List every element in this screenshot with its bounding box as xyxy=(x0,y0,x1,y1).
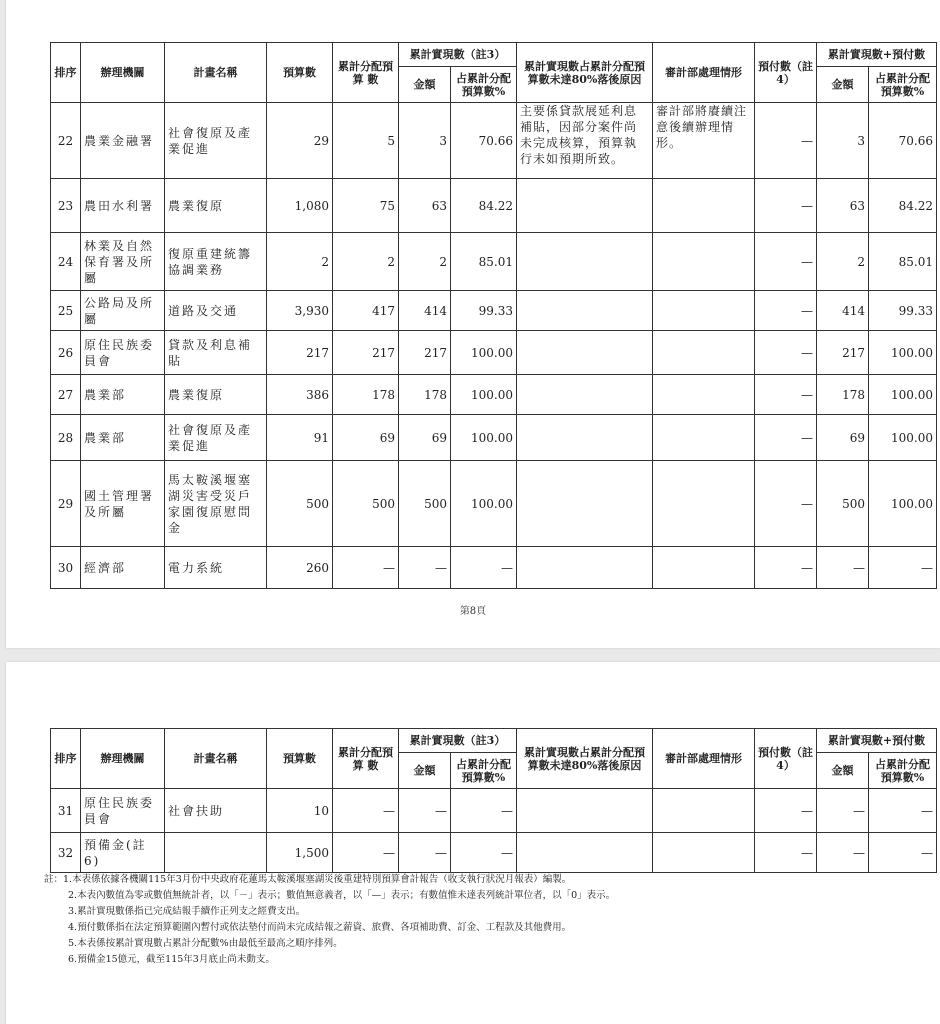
cell-prepay: — xyxy=(755,547,817,589)
cell-audit xyxy=(653,179,755,233)
cell-alloc: 417 xyxy=(333,291,399,331)
footnote-line: 6.預備金15億元，截至115年3月底止尚未動支。 xyxy=(68,954,275,965)
cell-prepay: — xyxy=(755,233,817,291)
cell-actual-pct: 100.00 xyxy=(451,375,517,415)
header-total-group: 累計實現數+預付數 xyxy=(817,729,937,753)
page-number: 第8頁 xyxy=(459,606,487,617)
cell-budget: 91 xyxy=(267,415,333,461)
cell-plan: 馬太鞍溪堰塞湖災害受災戶家園復原慰問金 xyxy=(165,461,267,547)
header-reason: 累計實現數占累計分配預算數未達80%落後原因 xyxy=(517,43,653,103)
header-actual-pct: 占累計分配預算數% xyxy=(451,753,517,789)
cell-total-amount: 500 xyxy=(817,461,869,547)
header-alloc: 累計分配預 算 數 xyxy=(333,729,399,789)
cell-reason: 主要係貸款展延利息補貼，因部分案件尚未完成核算，預算執行未如預期所致。 xyxy=(517,103,653,179)
cell-agency: 農業部 xyxy=(81,375,165,415)
cell-total-amount: 63 xyxy=(817,179,869,233)
cell-actual-pct: 84.22 xyxy=(451,179,517,233)
cell-budget: 500 xyxy=(267,461,333,547)
header-reason: 累計實現數占累計分配預算數未達80%落後原因 xyxy=(517,729,653,789)
header-actual-group: 累計實現數（註3） xyxy=(399,729,517,753)
cell-prepay: — xyxy=(755,103,817,179)
cell-seq: 29 xyxy=(51,461,81,547)
cell-audit xyxy=(653,789,755,833)
cell-seq: 26 xyxy=(51,331,81,375)
cell-plan: 社會復原及產業促進 xyxy=(165,103,267,179)
cell-actual-amount: — xyxy=(399,833,451,873)
cell-total-pct: 99.33 xyxy=(869,291,937,331)
header-seq: 排序 xyxy=(51,43,81,103)
cell-seq: 27 xyxy=(51,375,81,415)
cell-total-amount: 414 xyxy=(817,291,869,331)
cell-total-pct: — xyxy=(869,789,937,833)
cell-audit xyxy=(653,375,755,415)
cell-alloc: 2 xyxy=(333,233,399,291)
cell-prepay: — xyxy=(755,291,817,331)
cell-prepay: — xyxy=(755,789,817,833)
table-row xyxy=(51,375,937,415)
cell-audit xyxy=(653,331,755,375)
table-row xyxy=(51,331,937,375)
table-row xyxy=(51,547,937,589)
cell-agency: 農田水利署 xyxy=(81,179,165,233)
table-row xyxy=(51,291,937,331)
cell-reason xyxy=(517,833,653,873)
header-actual-pct: 占累計分配預算數% xyxy=(451,67,517,103)
cell-total-pct: 85.01 xyxy=(869,233,937,291)
cell-total-amount: — xyxy=(817,789,869,833)
cell-total-amount: 2 xyxy=(817,233,869,291)
cell-actual-pct: 85.01 xyxy=(451,233,517,291)
cell-seq: 24 xyxy=(51,233,81,291)
report-page-9 xyxy=(6,662,940,1024)
header-total-amount: 金額 xyxy=(817,753,869,789)
cell-actual-pct: 100.00 xyxy=(451,461,517,547)
cell-actual-amount: 63 xyxy=(399,179,451,233)
cell-plan: 道路及交通 xyxy=(165,291,267,331)
cell-alloc: 178 xyxy=(333,375,399,415)
cell-seq: 25 xyxy=(51,291,81,331)
cell-budget: 1,080 xyxy=(267,179,333,233)
cell-seq: 23 xyxy=(51,179,81,233)
table-row xyxy=(51,103,937,179)
header-actual-group: 累計實現數（註3） xyxy=(399,43,517,67)
cell-reason xyxy=(517,415,653,461)
cell-reason xyxy=(517,375,653,415)
cell-audit xyxy=(653,547,755,589)
header-agency: 辦理機關 xyxy=(81,729,165,789)
table-row xyxy=(51,833,937,873)
cell-prepay: — xyxy=(755,375,817,415)
header-total-pct: 占累計分配預算數% xyxy=(869,753,937,789)
cell-total-amount: — xyxy=(817,833,869,873)
cell-plan: 復原重建統籌協調業務 xyxy=(165,233,267,291)
cell-budget: 3,930 xyxy=(267,291,333,331)
cell-actual-pct: 100.00 xyxy=(451,331,517,375)
cell-seq: 31 xyxy=(51,789,81,833)
cell-budget: 386 xyxy=(267,375,333,415)
cell-audit xyxy=(653,833,755,873)
cell-total-amount: 69 xyxy=(817,415,869,461)
cell-audit xyxy=(653,461,755,547)
cell-actual-pct: — xyxy=(451,833,517,873)
cell-audit xyxy=(653,233,755,291)
cell-agency: 預備金(註6) xyxy=(81,833,165,873)
cell-prepay: — xyxy=(755,461,817,547)
cell-plan: 貸款及利息補貼 xyxy=(165,331,267,375)
cell-total-amount: 3 xyxy=(817,103,869,179)
cell-total-pct: 100.00 xyxy=(869,331,937,375)
cell-plan xyxy=(165,833,267,873)
cell-total-pct: 70.66 xyxy=(869,103,937,179)
cell-audit: 審計部將賡續注意後續辦理情形。 xyxy=(653,103,755,179)
report-page-8 xyxy=(6,0,940,648)
cell-actual-amount: — xyxy=(399,547,451,589)
header-budget: 預算數 xyxy=(267,729,333,789)
header-plan: 計畫名稱 xyxy=(165,729,267,789)
cell-reason xyxy=(517,233,653,291)
header-audit: 審計部處理情形 xyxy=(653,43,755,103)
cell-seq: 28 xyxy=(51,415,81,461)
cell-reason xyxy=(517,331,653,375)
cell-alloc: 69 xyxy=(333,415,399,461)
header-total-group: 累計實現數+預付數 xyxy=(817,43,937,67)
cell-reason xyxy=(517,291,653,331)
cell-plan: 社會復原及產業促進 xyxy=(165,415,267,461)
header-total-pct: 占累計分配預算數% xyxy=(869,67,937,103)
cell-alloc: 217 xyxy=(333,331,399,375)
cell-budget: 1,500 xyxy=(267,833,333,873)
cell-seq: 30 xyxy=(51,547,81,589)
cell-reason xyxy=(517,547,653,589)
cell-alloc: 75 xyxy=(333,179,399,233)
cell-total-pct: 84.22 xyxy=(869,179,937,233)
cell-actual-amount: 69 xyxy=(399,415,451,461)
cell-seq: 32 xyxy=(51,833,81,873)
cell-actual-pct: 70.66 xyxy=(451,103,517,179)
footnote-line: 3.累計實現數係指已完成結報手續作正列支之經費支出。 xyxy=(68,906,306,917)
table-row xyxy=(51,461,937,547)
cell-reason xyxy=(517,461,653,547)
cell-actual-amount: 2 xyxy=(399,233,451,291)
cell-alloc: 5 xyxy=(333,103,399,179)
cell-budget: 217 xyxy=(267,331,333,375)
table-row xyxy=(51,415,937,461)
cell-total-amount: 178 xyxy=(817,375,869,415)
cell-actual-pct: — xyxy=(451,789,517,833)
cell-reason xyxy=(517,789,653,833)
table-row xyxy=(51,179,937,233)
cell-prepay: — xyxy=(755,415,817,461)
header-total-amount: 金額 xyxy=(817,67,869,103)
cell-budget: 29 xyxy=(267,103,333,179)
cell-agency: 林業及自然保育署及所屬 xyxy=(81,233,165,291)
cell-actual-amount: 178 xyxy=(399,375,451,415)
cell-actual-pct: — xyxy=(451,547,517,589)
header-agency: 辦理機關 xyxy=(81,43,165,103)
cell-total-amount: 217 xyxy=(817,331,869,375)
cell-agency: 農業部 xyxy=(81,415,165,461)
table-row xyxy=(51,789,937,833)
cell-audit xyxy=(653,291,755,331)
header-alloc: 累計分配預 算 數 xyxy=(333,43,399,103)
cell-actual-amount: 414 xyxy=(399,291,451,331)
footnote-line: 註：1.本表係依據各機關115年3月份中央政府花蓮馬太鞍溪堰塞湖災後重建特別預算會計報告（收支執行狀況月報表）編製。 xyxy=(44,874,572,885)
table-row xyxy=(51,233,937,291)
cell-prepay: — xyxy=(755,331,817,375)
cell-prepay: — xyxy=(755,833,817,873)
header-plan: 計畫名稱 xyxy=(165,43,267,103)
cell-budget: 2 xyxy=(267,233,333,291)
footnote-line: 4.預付數係指在法定預算範圍內暫付或依法墊付而尚未完成結報之薪資、旅費、各項補助費、訂金、工程款及其他費用。 xyxy=(68,922,572,933)
cell-budget: 10 xyxy=(267,789,333,833)
cell-reason xyxy=(517,179,653,233)
cell-budget: 260 xyxy=(267,547,333,589)
cell-alloc: — xyxy=(333,547,399,589)
cell-actual-amount: 500 xyxy=(399,461,451,547)
header-budget: 預算數 xyxy=(267,43,333,103)
cell-plan: 農業復原 xyxy=(165,375,267,415)
cell-agency: 經濟部 xyxy=(81,547,165,589)
cell-actual-amount: 3 xyxy=(399,103,451,179)
footnote-line: 2.本表內數值為零或數值無統計者，以「－」表示；數值無意義者，以「—」表示；有數值惟未達表列統計單位者，以「0」表示。 xyxy=(68,890,616,901)
cell-plan: 農業復原 xyxy=(165,179,267,233)
cell-actual-pct: 99.33 xyxy=(451,291,517,331)
cell-actual-amount: — xyxy=(399,789,451,833)
cell-agency: 公路局及所屬 xyxy=(81,291,165,331)
cell-actual-amount: 217 xyxy=(399,331,451,375)
cell-total-pct: 100.00 xyxy=(869,375,937,415)
cell-audit xyxy=(653,415,755,461)
header-prepay: 預付數（註4） xyxy=(755,729,817,789)
cell-total-pct: — xyxy=(869,833,937,873)
cell-agency: 原住民族委員會 xyxy=(81,789,165,833)
cell-prepay: — xyxy=(755,179,817,233)
cell-agency: 國土管理署及所屬 xyxy=(81,461,165,547)
footnotes xyxy=(44,872,924,968)
cell-plan: 社會扶助 xyxy=(165,789,267,833)
cell-agency: 原住民族委員會 xyxy=(81,331,165,375)
budget-execution-table-page-9 xyxy=(50,728,937,873)
header-prepay: 預付數（註4） xyxy=(755,43,817,103)
cell-total-amount: — xyxy=(817,547,869,589)
cell-total-pct: — xyxy=(869,547,937,589)
header-actual-amount: 金額 xyxy=(399,753,451,789)
header-actual-amount: 金額 xyxy=(399,67,451,103)
cell-alloc: — xyxy=(333,833,399,873)
cell-alloc: 500 xyxy=(333,461,399,547)
cell-plan: 電力系統 xyxy=(165,547,267,589)
budget-execution-table-page-8 xyxy=(50,42,937,589)
cell-alloc: — xyxy=(333,789,399,833)
cell-total-pct: 100.00 xyxy=(869,415,937,461)
footnote-line: 5.本表係按累計實現數占累計分配數%由最低至最高之順序排列。 xyxy=(68,938,343,949)
cell-actual-pct: 100.00 xyxy=(451,415,517,461)
header-seq: 排序 xyxy=(51,729,81,789)
header-audit: 審計部處理情形 xyxy=(653,729,755,789)
cell-agency: 農業金融署 xyxy=(81,103,165,179)
cell-total-pct: 100.00 xyxy=(869,461,937,547)
cell-seq: 22 xyxy=(51,103,81,179)
